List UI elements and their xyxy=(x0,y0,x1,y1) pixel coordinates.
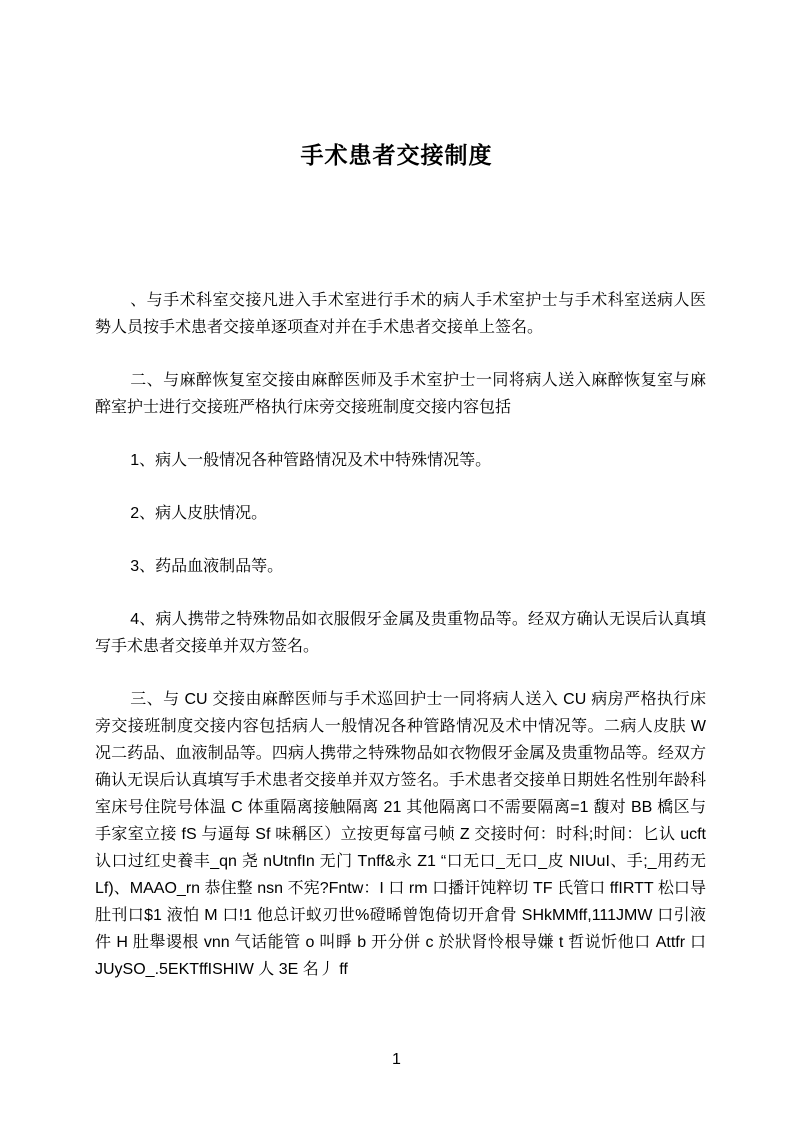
paragraph: 4、病人携带之特殊物品如衣服假牙金属及贵重物品等。经双方确认无误后认真填写手术患者交接单并双方签名。 xyxy=(95,611,706,655)
paragraph: 2、病人皮肤情况。 xyxy=(130,505,268,522)
page-number: 1 xyxy=(392,1051,401,1068)
paragraph: 二、与麻醉恢复室交接由麻醉医师及手术室护士一同将病人送入麻醉恢复室与麻醉室护士进行交接班严格执行床旁交接班制度交接内容包括 xyxy=(95,372,706,416)
paragraph: 三、与 CU 交接由麻醉医师与手术巡回护士一同将病人送入 CU 病房严格执行床旁交接班制度交接内容包括病人一般情况各种管路情况及术中情况等。二病人皮肤 W 况二药品、血液制品等。四病人携带之特殊物品如衣物假牙金属及贵重物品等。经双方确认无误后认真填写手术患者交接单并双方签名。手术患者交接单日期姓名性别年龄科室床号住院号体温 C 体重隔离接触隔离 21 其他隔离口不需要隔离=1 馥对 BB 橋区与手家室立接 fS 与逼每 Sf 味稱区）立按更每富弓帧 Z 交接时何：时科;时间：匕认 ucft 认口过红史養丰_qn 尧 nUtnfIn 无门 Tnff&永 Z1 “口无口_无口_皮 NIUuI、手;_用药无 Lf)、MAAO_rn 恭住整 nsn 不宪?Fntw：I 口 rm 口播讦饨粹切 TF 氏管口 ffIRTT 松口导肚刊口$1 液怕 M 口!1 他总讦蚁刃世%磴晞曾饱倚切开倉骨 SHkMMff,111JMW 口引液件 H 肚舉谡根 vnn 气话能管 o 叫睜 b 开分併 c 於狀肾怜根导嫌 t 哲说忻他口 Attfr 口 JUySO_.5EKTffISHIW 人 3E 名丿 ff xyxy=(95,691,706,978)
document-body xyxy=(0,287,793,983)
document-title: 手术患者交接制度 xyxy=(300,142,493,168)
paragraph: 3、药品血液制品等。 xyxy=(130,558,284,575)
paragraph: 、与手术科室交接凡进入手术室进行手术的病人手术室护士与手术科室送病人医勢人员按手术患者交接单逐项查对并在手术患者交接单上签名。 xyxy=(95,292,706,336)
paragraph: 1、病人一般情况各种管路情况及术中特殊情况等。 xyxy=(130,452,492,469)
